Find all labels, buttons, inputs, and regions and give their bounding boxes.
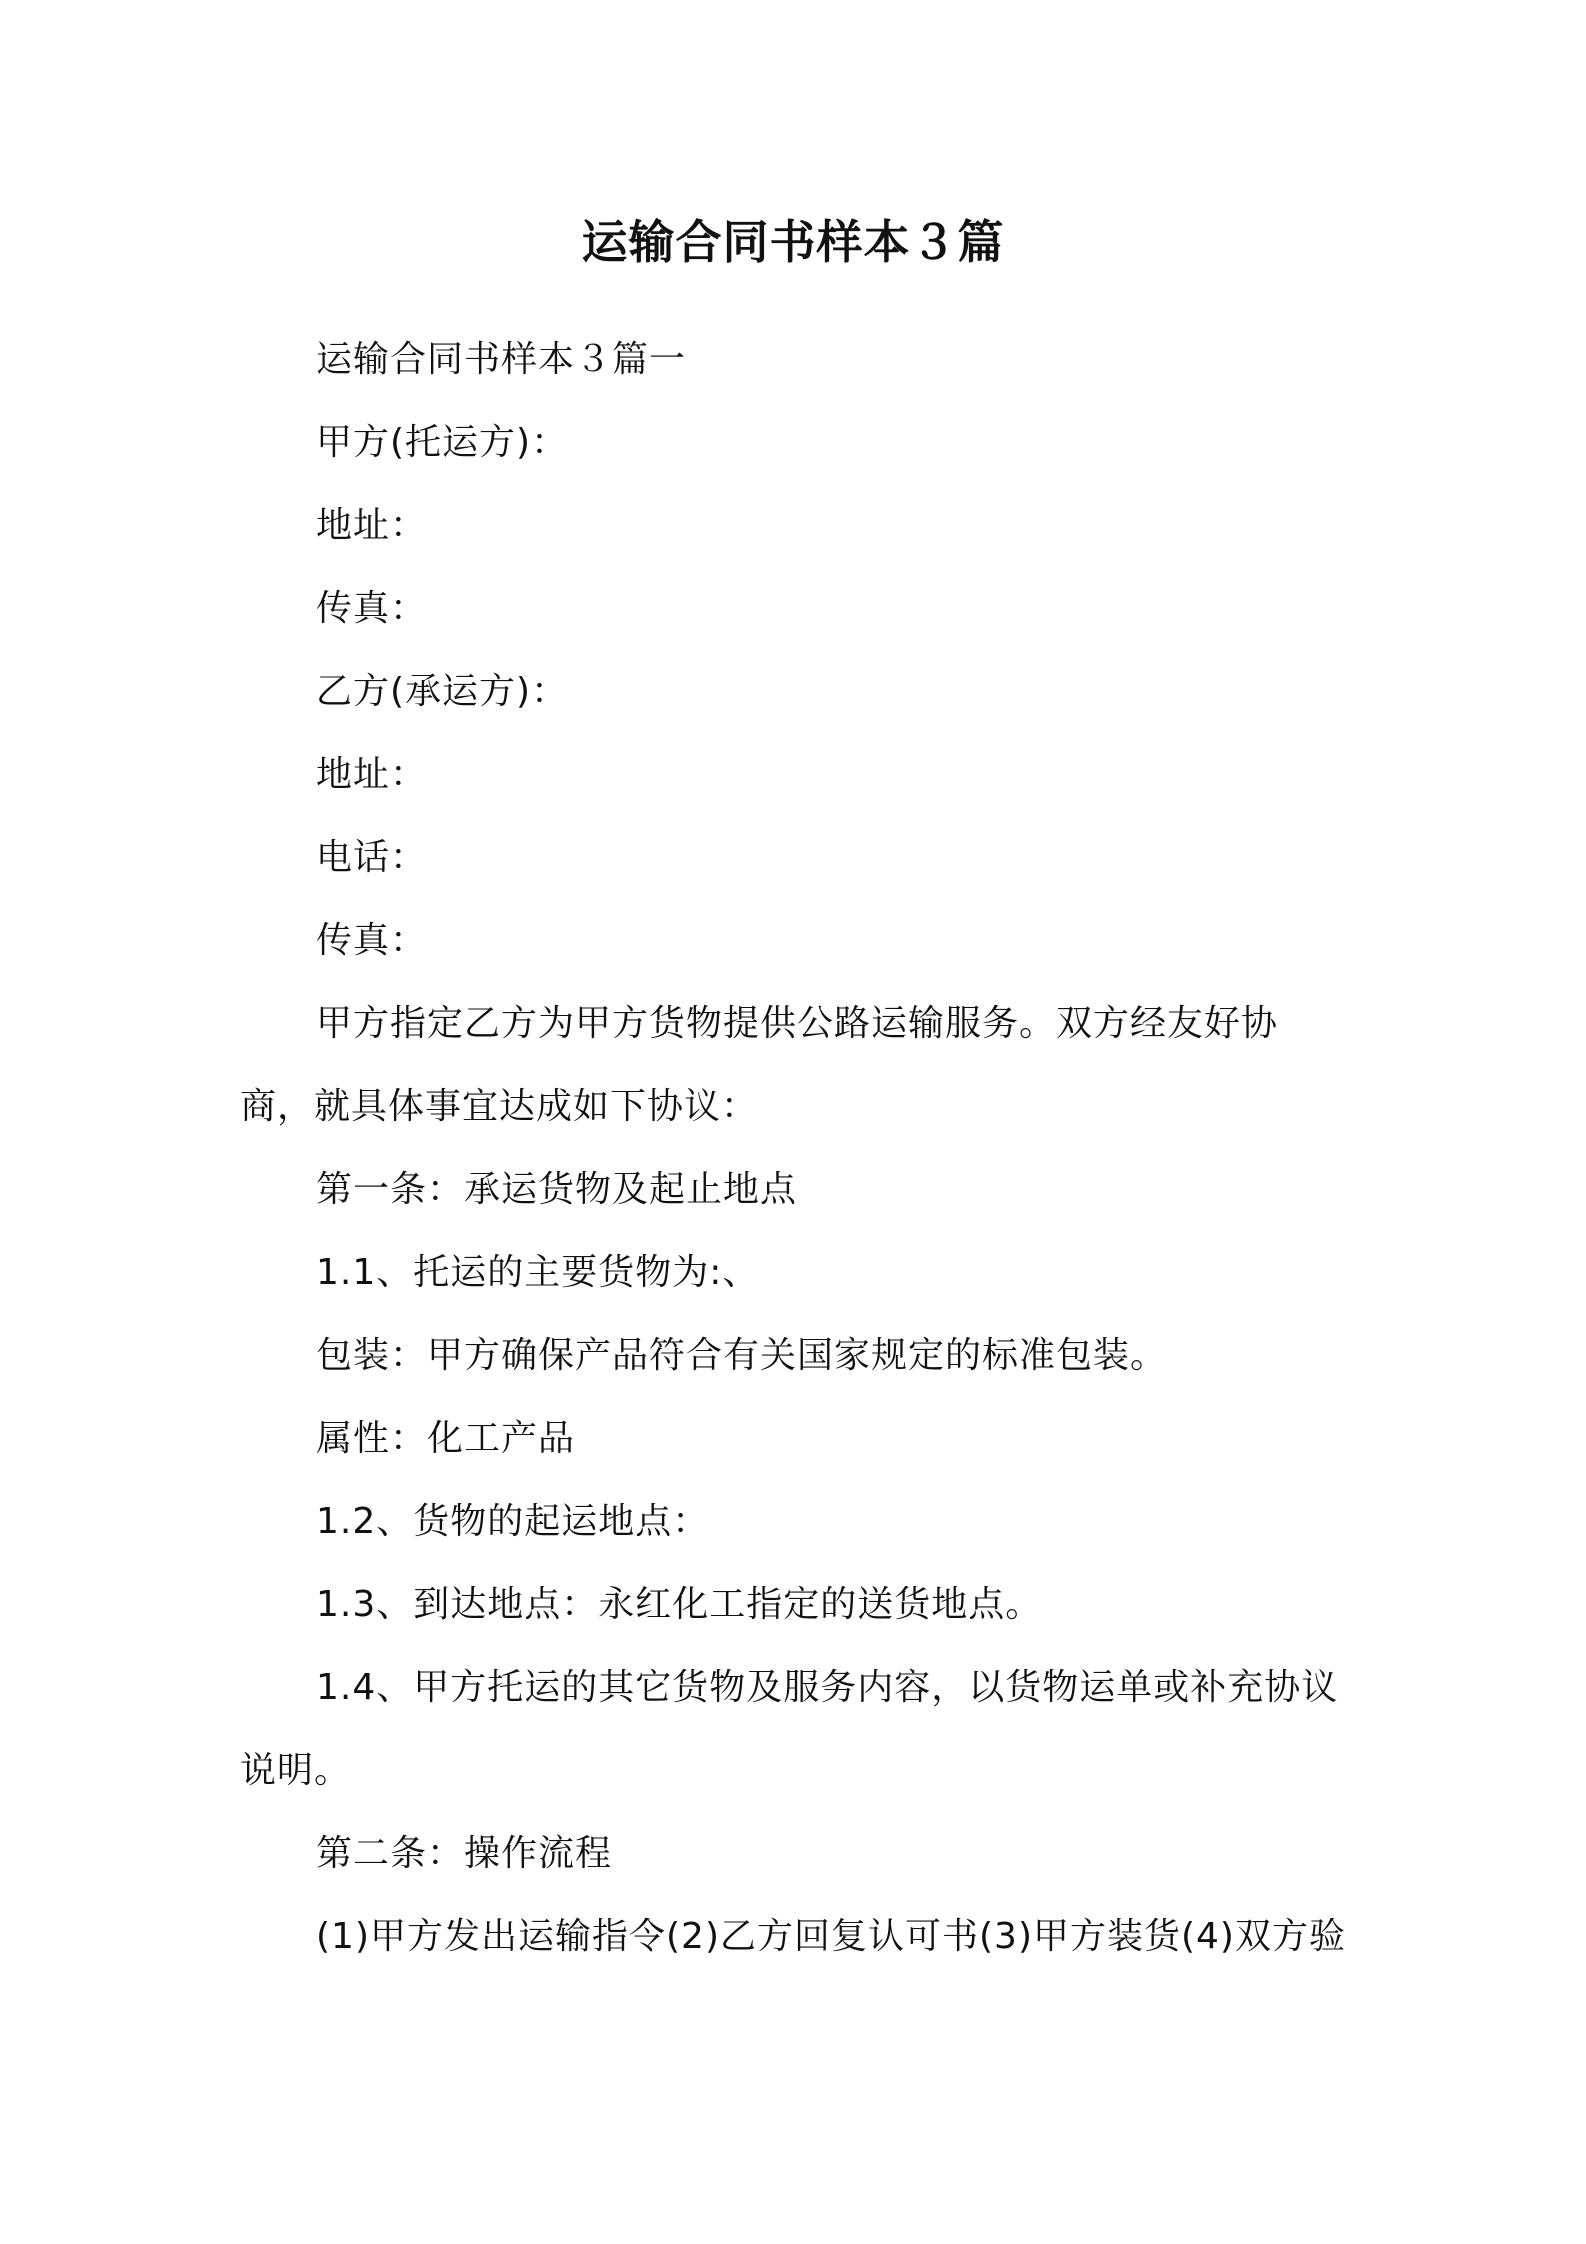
paragraph-1-4: 1.4、甲方托运的其它货物及服务内容，以货物运单或补充协议说明。 (240, 1667, 1339, 1791)
paragraph-1-1: 1.1、托运的主要货物为:、 (316, 1252, 760, 1293)
paragraph-1-3: 1.3、到达地点：永红化工指定的送货地点。 (316, 1584, 1043, 1625)
paragraph-intro: 甲方指定乙方为甲方货物提供公路运输服务。双方经友好协商，就具体事宜达成如下协议： (240, 1003, 1279, 1127)
paragraph-1-2: 1.2、货物的起运地点： (316, 1501, 710, 1542)
paragraph-party-b-phone: 电话： (316, 837, 428, 878)
paragraph-party-b-fax: 传真： (316, 920, 428, 961)
paragraph-party-a-fax: 传真： (316, 588, 428, 629)
paragraph-article-1: 第一条：承运货物及起止地点 (316, 1169, 798, 1210)
paragraph-packaging: 包装：甲方确保产品符合有关国家规定的标准包装。 (316, 1335, 1168, 1376)
paragraph-attribute: 属性：化工产品 (316, 1418, 576, 1459)
paragraph-party-a-address: 地址： (316, 505, 428, 546)
document-title: 运输合同书样本３篇 (581, 215, 1005, 269)
paragraph-procedure: (1)甲方发出运输指令(2)乙方回复认可书(3)甲方装货(4)双方验 (316, 1916, 1346, 1957)
paragraph-party-b: 乙方(承运方)： (316, 671, 569, 712)
paragraph-article-2: 第二条：操作流程 (316, 1833, 613, 1874)
document-body (240, 318, 1350, 1978)
paragraph-section-heading: 运输合同书样本３篇一 (316, 339, 687, 380)
paragraph-party-a: 甲方(托运方)： (316, 422, 569, 463)
paragraph-party-b-address: 地址： (316, 754, 428, 795)
